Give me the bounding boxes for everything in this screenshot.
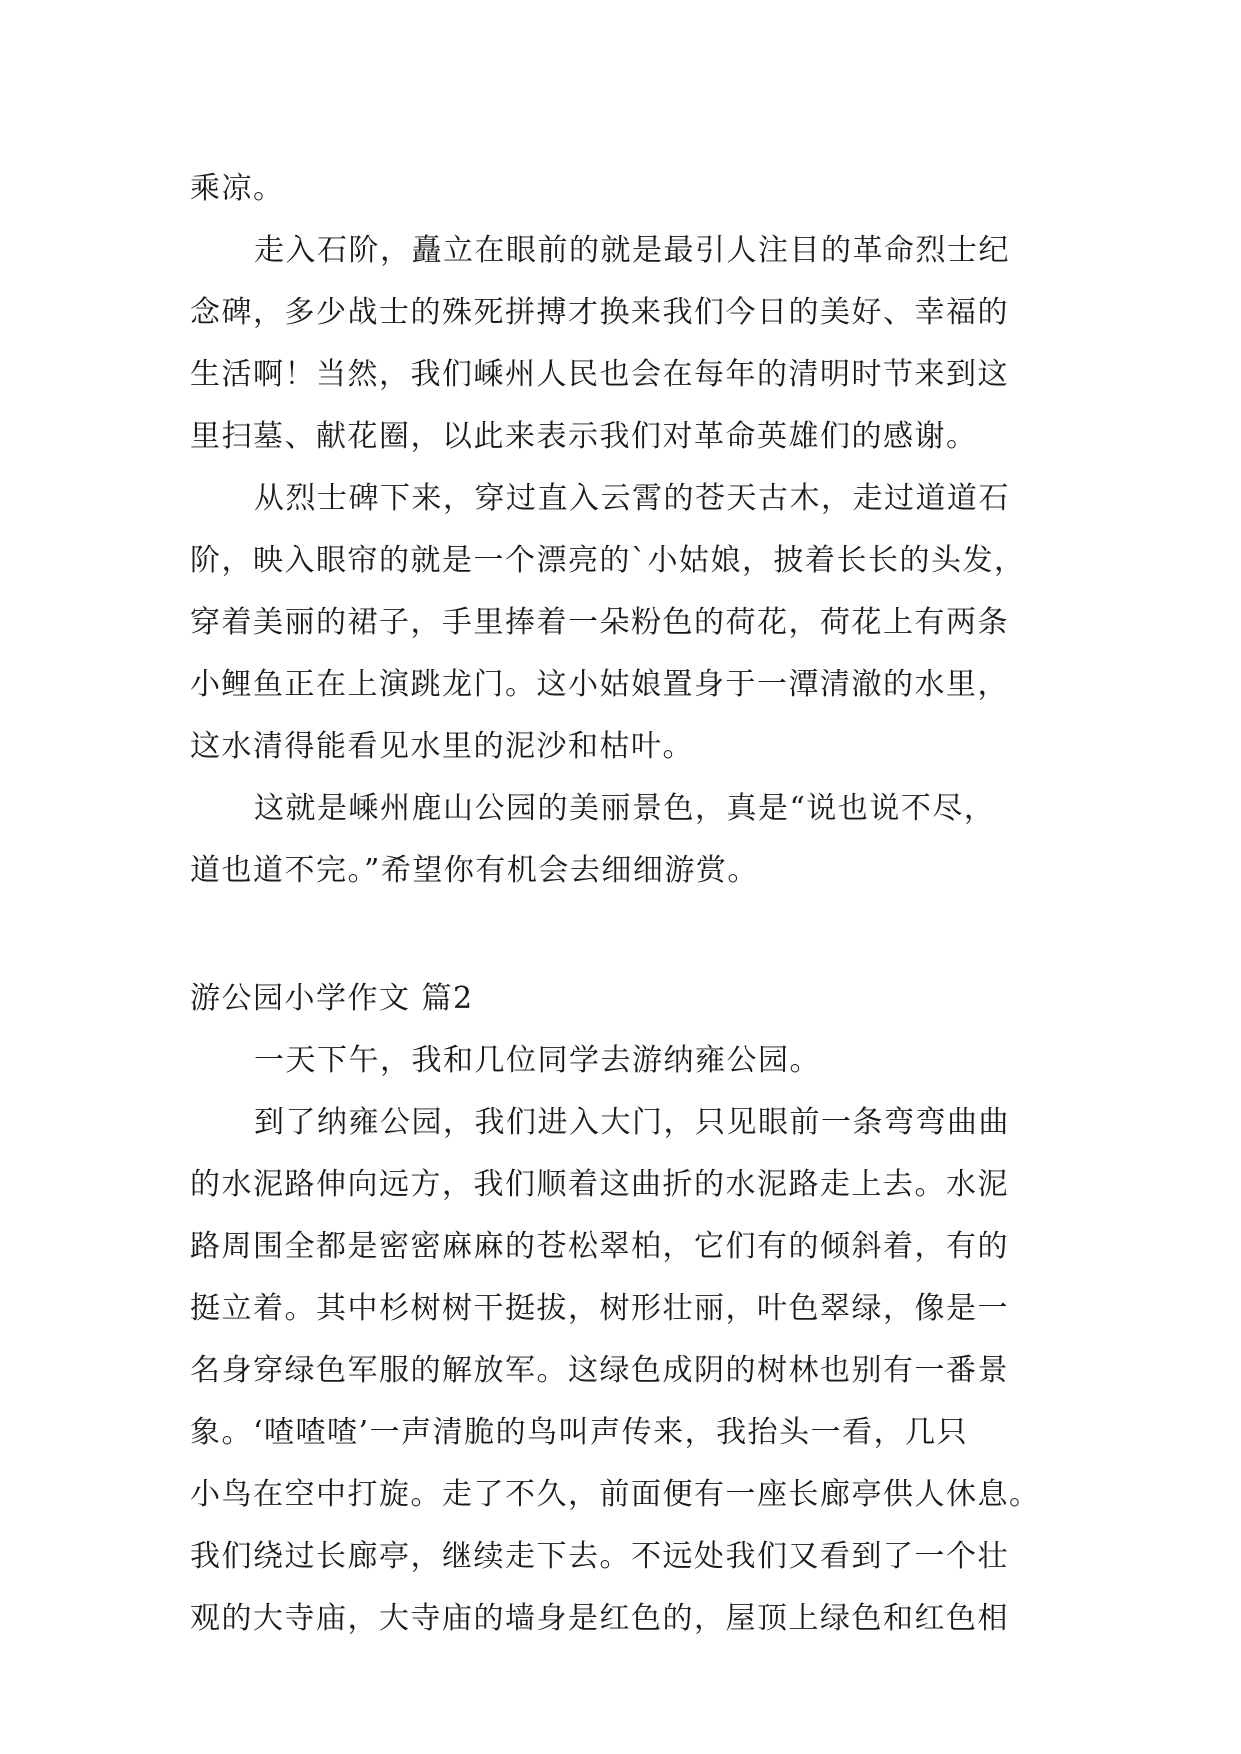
- text-line: 观的大寺庙，大寺庙的墙身是红色的，屋顶上绿色和红色相: [190, 1601, 1009, 1636]
- text-line: 我们绕过长廊亭，继续走下去。不远处我们又看到了一个壮: [190, 1539, 1009, 1574]
- text-line: 的水泥路伸向远方，我们顺着这曲折的水泥路走上去。水泥: [190, 1167, 1009, 1202]
- document-body: [190, 158, 1070, 1650]
- text-line: 小鸟在空中打旋。走了不久，前面便有一座长廊亭供人休息。: [190, 1477, 1041, 1512]
- text-line: 象。‘喳喳喳’一声清脆的鸟叫声传来，我抬头一看，几只: [190, 1415, 969, 1450]
- text-line: 这水清得能看见水里的泥沙和枯叶。: [190, 729, 694, 764]
- paragraph-start: 这就是嵊州鹿山公园的美丽景色，真是“说也说不尽，: [254, 791, 996, 826]
- text-line: 路周围全都是密密麻麻的苍松翠柏，它们有的倾斜着，有的: [190, 1229, 1009, 1264]
- paragraph-start: 从烈士碑下来，穿过直入云霄的苍天古木，走过道道石: [254, 481, 1010, 516]
- paragraph-start: 走入石阶，矗立在眼前的就是最引人注目的革命烈士纪: [254, 233, 1010, 268]
- text-line: 阶，映入眼帘的就是一个漂亮的`小姑娘，披着长长的头发，: [190, 543, 1026, 578]
- text-line: 名身穿绿色军服的解放军。这绿色成阴的树林也别有一番景: [190, 1353, 1009, 1388]
- text-line: 挺立着。其中杉树树干挺拔，树形壮丽，叶色翠绿，像是一: [190, 1291, 1009, 1326]
- text-line: 生活啊！当然，我们嵊州人民也会在每年的清明时节来到这: [190, 357, 1009, 392]
- text-line: 小鲤鱼正在上演跳龙门。这小姑娘置身于一潭清澈的水里，: [190, 667, 1009, 702]
- text-line: 里扫墓、献花圈，以此来表示我们对革命英雄们的感谢。: [190, 419, 978, 454]
- text-line: 穿着美丽的裙子，手里捧着一朵粉色的荷花，荷花上有两条: [190, 605, 1009, 640]
- paragraph-start: 一天下午，我和几位同学去游纳雍公园。: [254, 1043, 821, 1078]
- text-line: 道也道不完。”希望你有机会去细细游赏。: [190, 853, 759, 888]
- section-heading: 游公园小学作文 篇2: [190, 981, 474, 1016]
- paragraph-start: 到了纳雍公园，我们进入大门，只见眼前一条弯弯曲曲: [254, 1105, 1010, 1140]
- section-gap: [190, 902, 1070, 968]
- text-line: 念碑，多少战士的殊死拼搏才换来我们今日的美好、幸福的: [190, 295, 1009, 330]
- text-line: 乘凉。: [190, 171, 285, 206]
